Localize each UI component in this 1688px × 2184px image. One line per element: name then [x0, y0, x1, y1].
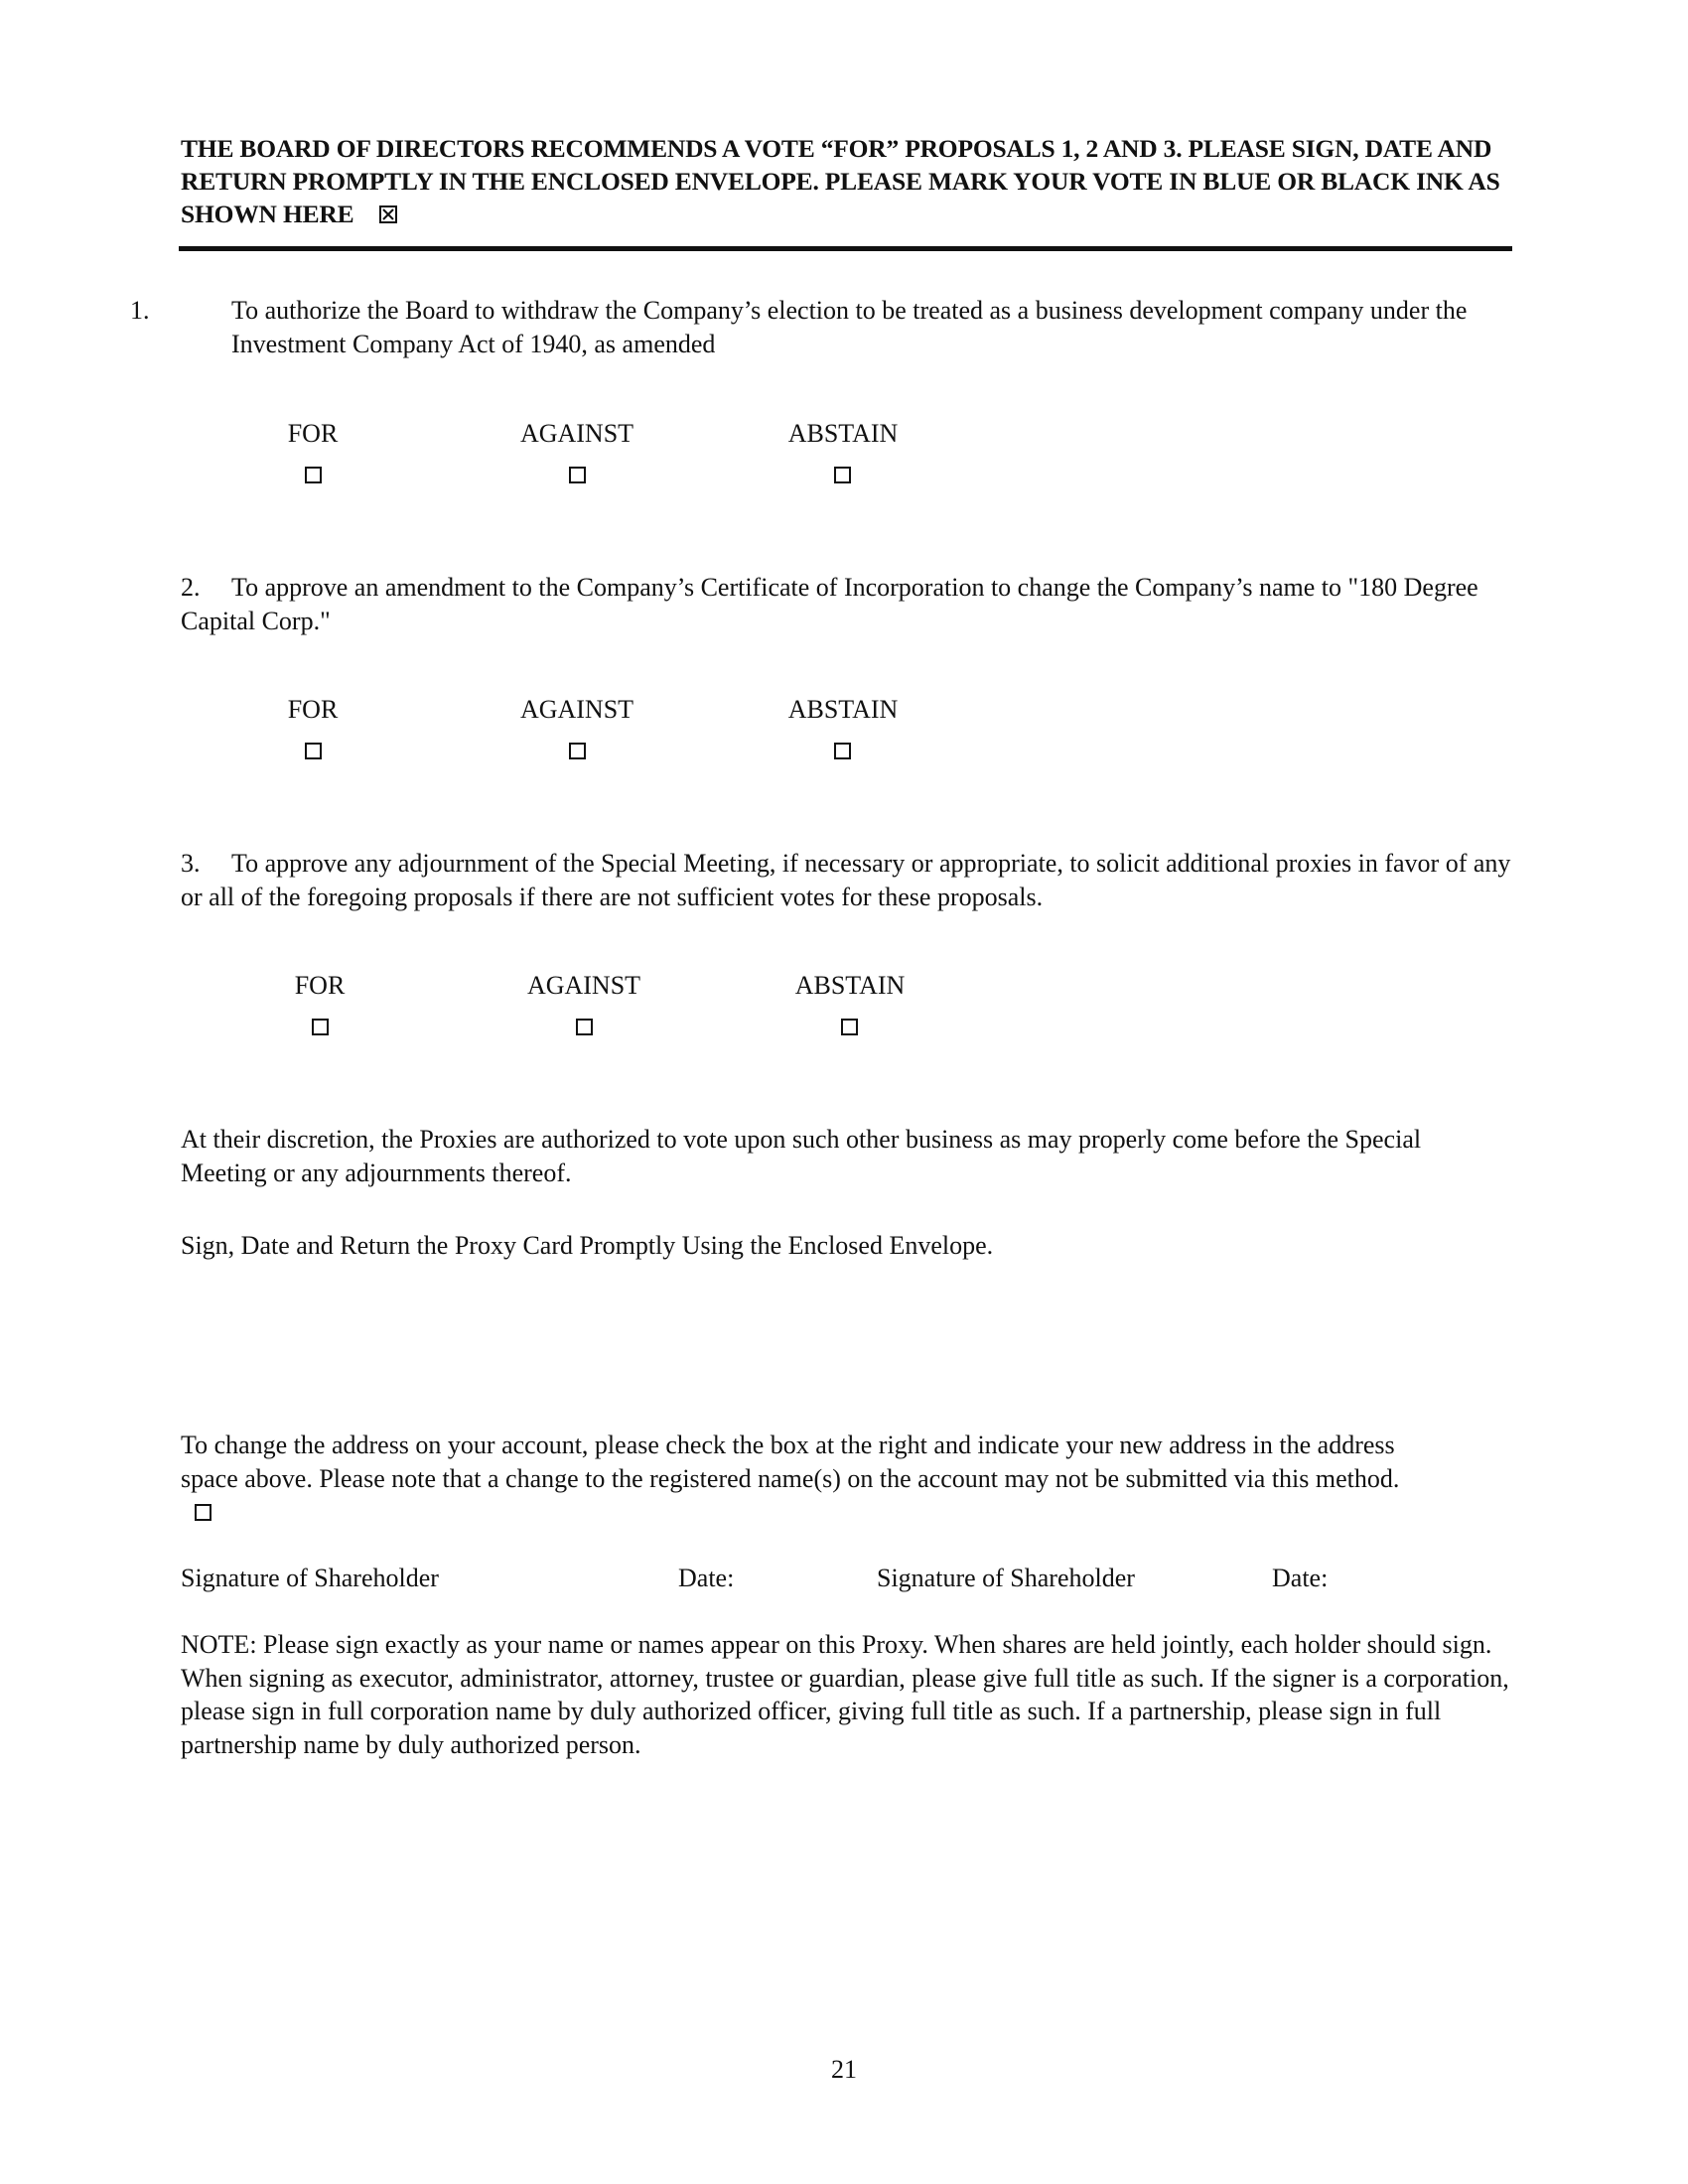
proposal-2-text: To approve an amendment to the Company’s Certificate of Incorporation to change the Company’s name to "180 Degree Capital Corp."	[181, 573, 1478, 635]
proposal-1-for-checkbox[interactable]	[305, 467, 322, 483]
proposal-1-number: 1.	[130, 296, 150, 325]
proposal-1-abstain-label: ABSTAIN	[787, 419, 899, 448]
header-divider	[179, 246, 1512, 251]
proposal-2-against-checkbox[interactable]	[569, 743, 586, 759]
discretion-paragraph: At their discretion, the Proxies are authorized to vote upon such other business as may properly come before the Special Meeting or any adjournments thereof.	[181, 1125, 1422, 1187]
proposal-1	[130, 294, 1562, 360]
proposal-3-abstain-checkbox[interactable]	[841, 1019, 858, 1035]
header-text: THE BOARD OF DIRECTORS RECOMMENDS A VOTE “FOR” PROPOSALS 1, 2 AND 3. PLEASE SIGN, DATE AND RETURN PROMPTLY IN THE ENCLOSED ENVELOPE. PLEASE MARK YOUR VOTE IN BLUE OR BLACK INK AS SHOWN HERE	[181, 134, 1500, 228]
proposal-1-abstain-checkbox[interactable]	[834, 467, 851, 483]
proposal-3-against-checkbox[interactable]	[576, 1019, 593, 1035]
proposal-1-for-label: FOR	[287, 419, 339, 448]
proposal-1-text: To authorize the Board to withdraw the Company’s election to be treated as a business development company under the Investment Company Act of 1940, as amended	[231, 296, 1468, 358]
proposal-2-for-checkbox[interactable]	[305, 743, 322, 759]
proposal-2-against-label: AGAINST	[519, 695, 634, 724]
proposal-2-abstain-checkbox[interactable]	[834, 743, 851, 759]
sign-instruction: Sign, Date and Return the Proxy Card Promptly Using the Enclosed Envelope.	[181, 1231, 994, 1260]
address-change-paragraph	[181, 1429, 1422, 1529]
signing-note-paragraph: NOTE: Please sign exactly as your name or names appear on this Proxy. When shares are held jointly, each holder should sign. When signing as executor, administrator, attorney, trustee or guardian, please give full title as such. If the signer is a corporation, please sign in full corporation name by duly authorized officer, giving full title as such. If a partnership, please sign in full partnership name by duly authorized person.	[181, 1630, 1509, 1759]
proposal-3-abstain-label: ABSTAIN	[794, 971, 906, 1000]
proposal-3-against-label: AGAINST	[526, 971, 641, 1000]
proposal-1-against-checkbox[interactable]	[569, 467, 586, 483]
proposal-2-number: 2.	[181, 573, 201, 602]
signature-shareholder-2-label: Signature of Shareholder	[877, 1564, 1135, 1592]
proposal-3-for-checkbox[interactable]	[312, 1019, 329, 1035]
proposal-1-against-label: AGAINST	[519, 419, 634, 448]
address-change-text: To change the address on your account, please check the box at the right and indicate your new address in the address space above. Please note that a change to the registered name(s) on the account may not be submitted via this method.	[181, 1431, 1400, 1493]
marked-box-example-icon	[379, 205, 397, 223]
board-recommendation-header	[181, 132, 1511, 230]
proposal-2	[181, 571, 1511, 637]
proposal-2-abstain-label: ABSTAIN	[787, 695, 899, 724]
proposal-2-for-label: FOR	[287, 695, 339, 724]
date-1-label: Date:	[678, 1564, 735, 1592]
date-2-label: Date:	[1272, 1564, 1329, 1592]
proposal-3	[181, 847, 1511, 913]
address-change-checkbox[interactable]	[195, 1504, 211, 1521]
signature-shareholder-1-label: Signature of Shareholder	[181, 1564, 439, 1592]
proposal-3-for-label: FOR	[294, 971, 346, 1000]
proposal-3-number: 3.	[181, 849, 201, 878]
proposal-3-text: To approve any adjournment of the Special Meeting, if necessary or appropriate, to solicit additional proxies in favor of any or all of the foregoing proposals if there are not sufficient votes for these proposals.	[181, 849, 1511, 911]
page-number: 21	[831, 2055, 857, 2084]
